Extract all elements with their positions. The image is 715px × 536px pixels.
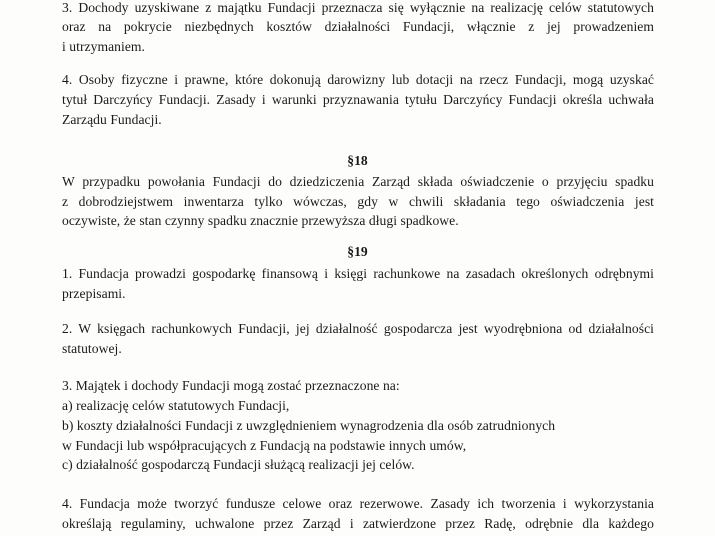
section-19-point-1-line-2: przepisami. bbox=[62, 286, 126, 301]
section-19-point-3-item-c: c) działalność gospodarczą Fundacji służącą realizacji jej celów. bbox=[62, 457, 415, 472]
section-19-point-3-intro: 3. Majątek i dochody Fundacji mogą zostać przeznaczone na: bbox=[62, 378, 400, 393]
section-18-line-2: z dobrodziejstwem inwentarza tylko wówczas, gdy w chwili składania tego oświadczenia jest bbox=[62, 194, 654, 209]
section-19-point-2-line-1: 2. W księgach rachunkowych Fundacji, jej działalność gospodarcza jest wyodrębniona od działalności bbox=[62, 321, 654, 336]
section-17-point-4-line-1: 4. Osoby fizyczne i prawne, które dokonują darowizny lub dotacji na rzecz Fundacji, mogą uzyskać bbox=[62, 72, 654, 87]
section-18-heading: §18 bbox=[347, 153, 368, 168]
section-19-point-4-line-2: określają regulaminy, uchwalone przez Zarząd i zatwierdzone przez Radę, odrębnie dla każdego bbox=[62, 516, 654, 531]
section-18-line-3: oczywiste, że stan czynny spadku znacznie przewyższa długi spadkowe. bbox=[62, 213, 459, 228]
section-17-point-3-line-1: 3. Dochody uzyskiwane z majątku Fundacji przeznacza się wyłącznie na realizację celów statutowych bbox=[62, 0, 654, 15]
section-19-point-3-item-b: b) koszty działalności Fundacji z uwzględnieniem wynagrodzenia dla osób zatrudnionych bbox=[62, 418, 556, 433]
section-19-point-1-line-1: 1. Fundacja prowadzi gospodarkę finansową i księgi rachunkowe na zasadach określonych odrębnymi bbox=[62, 266, 654, 281]
section-17-point-3-line-3: i utrzymaniem. bbox=[62, 39, 145, 54]
section-19-point-3-item-b-continued: w Fundacji lub współpracujących z Fundacją na podstawie innych umów, bbox=[62, 438, 467, 453]
section-17-point-4-line-3: Zarządu Fundacji. bbox=[62, 112, 162, 127]
section-19-point-4-line-1: 4. Fundacja może tworzyć fundusze celowe oraz rezerwowe. Zasady ich tworzenia i wykorzystania bbox=[62, 496, 654, 511]
section-17-point-4-line-2: tytuł Darczyńcy Fundacji. Zasady i warunki przyznawania tytułu Darczyńcy Fundacji określa uchwała bbox=[62, 92, 654, 107]
section-18-line-1: W przypadku powołania Fundacji do dziedziczenia Zarząd składa oświadczenie o przyjęciu spadku bbox=[62, 174, 654, 189]
section-19-point-3-item-a: a) realizację celów statutowych Fundacji, bbox=[62, 398, 290, 413]
section-19-heading: §19 bbox=[347, 244, 368, 259]
section-19-point-2-line-2: statutowej. bbox=[62, 341, 122, 356]
section-17-point-3-line-2: oraz na pokrycie niezbędnych kosztów działalności Fundacji, włącznie z jej prowadzeniem bbox=[62, 19, 654, 34]
